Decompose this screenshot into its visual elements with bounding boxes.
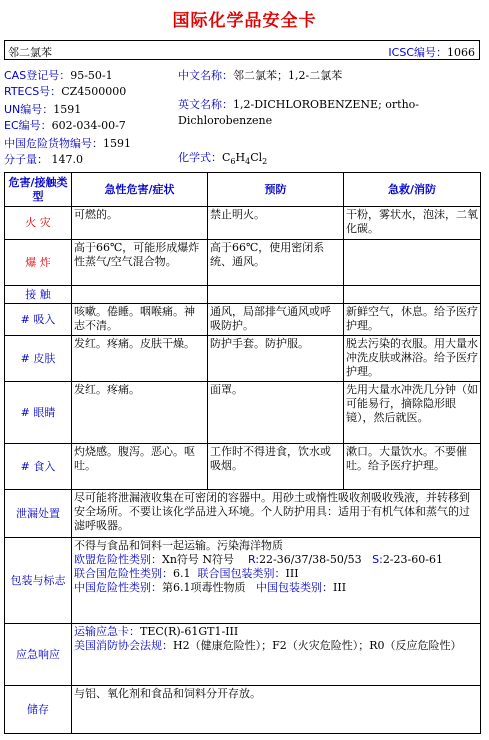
table-row bbox=[5, 286, 481, 304]
molecular-weight: 分子量： 147.0 bbox=[4, 153, 83, 166]
cell-hazard: 发红。疼痛。 bbox=[72, 382, 208, 444]
cell-hazard bbox=[72, 286, 208, 304]
col-prevent-header: 预防 bbox=[208, 173, 344, 207]
cell-prevent: 禁止明火。 bbox=[208, 207, 344, 240]
table-row bbox=[5, 336, 481, 382]
ec-number: EC编号：602-034-00-7 bbox=[4, 119, 126, 132]
leak-label: 泄漏处置 bbox=[5, 490, 72, 538]
cell-hazard: 发红。疼痛。皮肤干燥。 bbox=[72, 336, 208, 382]
leak-text: 尽可能将泄漏液收集在可密闭的容器中。用砂土或惰性吸收剂吸收残液，并转移到安全场所。不要让该化学品进入环境。个人防护用具：适用于有机气体和蒸气的过滤呼吸器。 bbox=[72, 490, 481, 538]
cell-prevent: 高于66℃，使用密闭系统、通风。 bbox=[208, 240, 344, 286]
row-label-inhalation: # 吸入 bbox=[5, 304, 72, 336]
cas-number: CAS登记号：95-50-1 bbox=[4, 69, 113, 82]
row-label-explosion: 爆 炸 bbox=[5, 240, 72, 286]
cell-hazard: 可燃的。 bbox=[72, 207, 208, 240]
identification-block bbox=[4, 61, 480, 169]
un-number: UN编号：1591 bbox=[4, 103, 82, 116]
leak-row bbox=[5, 490, 481, 538]
cell-prevent: 面罩。 bbox=[208, 382, 344, 444]
emergency-label: 应急响应 bbox=[5, 624, 72, 686]
packaging-label: 包装与标志 bbox=[5, 538, 72, 624]
packaging-text: 不得与食品和饲料一起运输。污染海洋物质 欧盟危险性类别：Xn符号 N符号 R:22-36/37/38-50/53 S:2-23-60-61 联合国危险性类别：6.1 联合国包装类别：III 中国危险性类别：第6.1项毒性物质 中国包装类别：III bbox=[72, 538, 481, 624]
cn-dangerous-goods-number: 中国危险货物编号：1591 bbox=[4, 137, 131, 150]
table-row bbox=[5, 240, 481, 286]
row-label-ingestion: # 食入 bbox=[5, 444, 72, 490]
cell-hazard: 高于66℃，可能形成爆炸性蒸气/空气混合物。 bbox=[72, 240, 208, 286]
cell-aid bbox=[344, 286, 481, 304]
cell-prevent: 通风，局部排气通风或呼吸防护。 bbox=[208, 304, 344, 336]
table-row bbox=[5, 304, 481, 336]
storage-row bbox=[5, 686, 481, 734]
row-label-exposure: 接 触 bbox=[5, 286, 72, 304]
hazard-table bbox=[4, 172, 481, 734]
table-row bbox=[5, 444, 481, 490]
card-title: 国际化学品安全卡 bbox=[172, 11, 317, 31]
emergency-row bbox=[5, 624, 481, 686]
chinese-name: 中文名称：邻二氯苯；1,2-二氯苯 bbox=[178, 69, 343, 82]
cell-prevent: 防护手套。防护服。 bbox=[208, 336, 344, 382]
col-aid-header: 急救/消防 bbox=[344, 173, 481, 207]
storage-label: 储存 bbox=[5, 686, 72, 734]
table-row bbox=[5, 382, 481, 444]
cell-prevent bbox=[208, 286, 344, 304]
cell-hazard: 灼烧感。腹泻。恶心。呕吐。 bbox=[72, 444, 208, 490]
row-label-fire: 火 灾 bbox=[5, 207, 72, 240]
cell-aid: 脱去污染的衣服。用大量水冲洗皮肤或淋浴。给予医疗护理。 bbox=[344, 336, 481, 382]
row-label-eyes: # 眼睛 bbox=[5, 382, 72, 444]
cell-hazard: 咳嗽。倦睡。咽喉痛。神志不清。 bbox=[72, 304, 208, 336]
cell-prevent: 工作时不得进食，饮水或吸烟。 bbox=[208, 444, 344, 490]
chemical-formula: 化学式：$C_6H_4Cl_2$ bbox=[178, 151, 268, 167]
col-type-header: 危害/接触类型 bbox=[5, 173, 72, 207]
rtecs-number: RTECS号：CZ4500000 bbox=[4, 85, 127, 98]
cell-aid bbox=[344, 240, 481, 286]
table-header-row bbox=[5, 173, 481, 207]
col-hazard-header: 急性危害/症状 bbox=[72, 173, 208, 207]
row-label-skin: # 皮肤 bbox=[5, 336, 72, 382]
cell-aid: 漱口。大量饮水。不要催吐。给予医疗护理。 bbox=[344, 444, 481, 490]
storage-text: 与铝、氧化剂和食品和饲料分开存放。 bbox=[72, 686, 481, 734]
table-row bbox=[5, 207, 481, 240]
cell-aid: 干粉，雾状水，泡沫，二氧化碳。 bbox=[344, 207, 481, 240]
cell-aid: 先用大量水冲洗几分钟（如可能易行，摘除隐形眼镜），然后就医。 bbox=[344, 382, 481, 444]
packaging-row bbox=[5, 538, 481, 624]
cell-aid: 新鲜空气，休息。给予医疗护理。 bbox=[344, 304, 481, 336]
header-bar bbox=[4, 40, 480, 60]
emergency-text: 运输应急卡：TEC(R)-61GT1-III 美国消防协会法规：H2（健康危险性）；F2（火灾危险性）；R0（反应危险性） bbox=[72, 624, 481, 686]
chemical-name: 邻二氯苯 bbox=[8, 46, 52, 59]
icsc-number: ICSC编号：1066 bbox=[388, 46, 475, 59]
english-name: 英文名称：1,2-DICHLOROBENZENE; ortho-Dichlorobenzene bbox=[178, 98, 420, 127]
